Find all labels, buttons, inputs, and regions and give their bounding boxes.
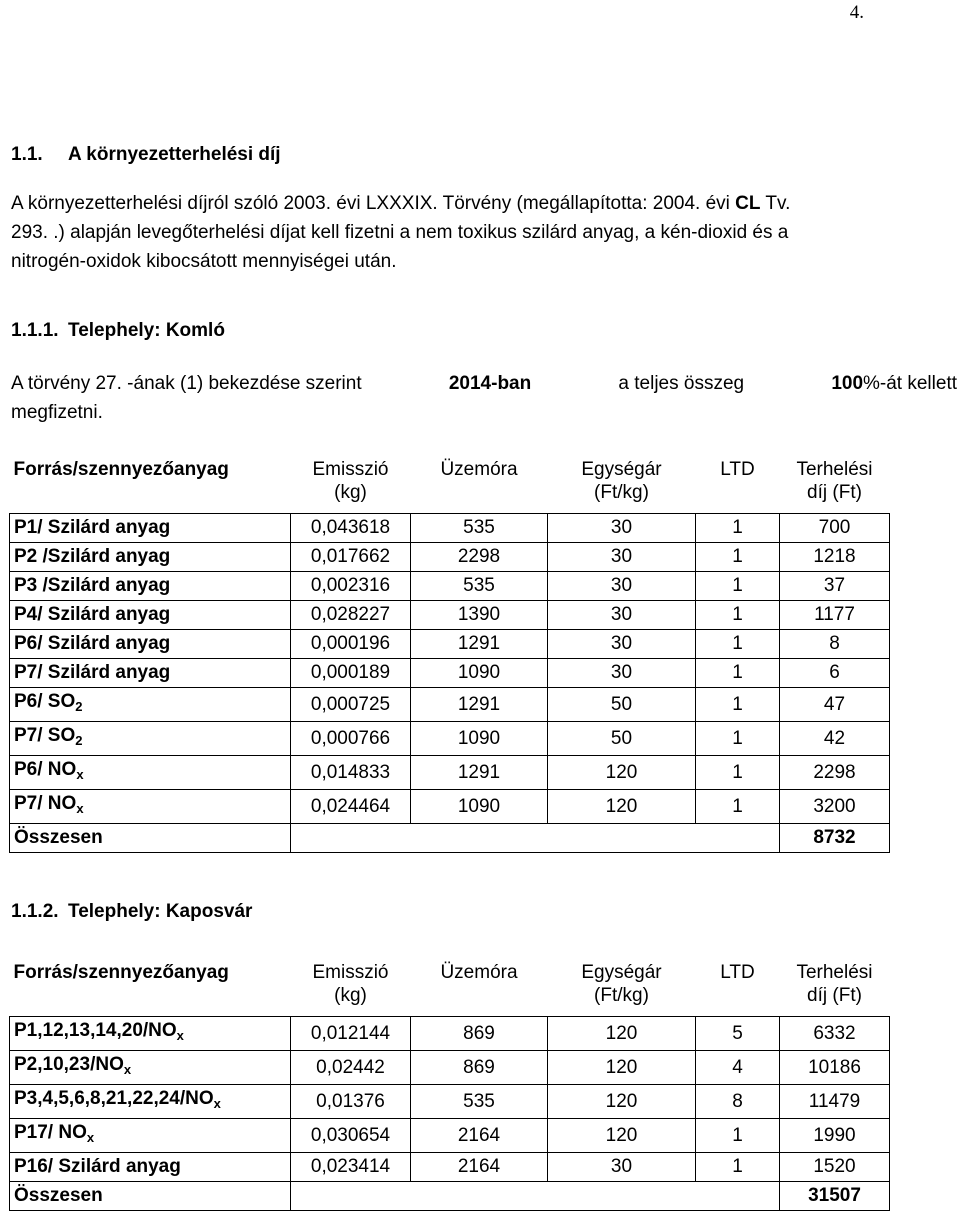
cell-hours: 1291 xyxy=(411,630,548,659)
cell-emission: 0,02442 xyxy=(291,1051,411,1085)
header-fee: Terhelési díj (Ft) xyxy=(796,962,873,1006)
total-value: 8732 xyxy=(780,824,890,853)
table-header-row xyxy=(10,955,890,1017)
cell-fee: 3200 xyxy=(780,790,890,824)
table-row xyxy=(10,756,890,790)
komlo-fee-table xyxy=(9,452,890,853)
cell-emission: 0,000196 xyxy=(291,630,411,659)
cell-emission: 0,014833 xyxy=(291,756,411,790)
total-label: Összesen xyxy=(10,824,291,853)
cell-ltd: 1 xyxy=(696,543,780,572)
intro-line-1-text: A környezetterhelési díjról szóló 2003. évi LXXXIX. Törvény (megállapította: 2004. évi xyxy=(11,193,736,214)
header-ltd: LTD xyxy=(720,962,755,983)
cell-source: P4/ Szilárd anyag xyxy=(10,601,291,630)
page-number: 4. xyxy=(849,2,864,23)
cell-emission: 0,043618 xyxy=(291,514,411,543)
kaposvar-number: 1.1.2. xyxy=(11,901,59,922)
cell-fee: 1990 xyxy=(780,1119,890,1153)
table-row xyxy=(10,1119,890,1153)
header-unit-price: Egységár (Ft/kg) xyxy=(581,962,662,1006)
table-row xyxy=(10,1085,890,1119)
header-unit-price: Egységár (Ft/kg) xyxy=(581,459,662,503)
cell-fee: 47 xyxy=(780,688,890,722)
table-header-row xyxy=(10,452,890,514)
table-row xyxy=(10,659,890,688)
komlo-title: Telephely: Komló xyxy=(68,320,225,341)
cell-hours: 2164 xyxy=(411,1119,548,1153)
cell-source: P17/ $NO_x$ xyxy=(10,1119,291,1153)
cell-source: P7/ $NO_x$ xyxy=(10,790,291,824)
cell-source: P7/ $SO_2$ xyxy=(10,722,291,756)
table-row xyxy=(10,601,890,630)
cell-unit-price: 50 xyxy=(548,688,696,722)
cell-fee: 6332 xyxy=(780,1017,890,1051)
total-row xyxy=(10,824,890,853)
cell-source: P16/ Szilárd anyag xyxy=(10,1153,291,1182)
cell-fee: 2298 xyxy=(780,756,890,790)
cell-fee: 700 xyxy=(780,514,890,543)
cell-hours: 535 xyxy=(411,1085,548,1119)
cell-emission: 0,012144 xyxy=(291,1017,411,1051)
table-row xyxy=(10,688,890,722)
cell-emission: 0,000189 xyxy=(291,659,411,688)
cell-ltd: 1 xyxy=(696,601,780,630)
cell-unit-price: 30 xyxy=(548,572,696,601)
section-number: 1.1. xyxy=(11,144,43,165)
cell-ltd: 1 xyxy=(696,688,780,722)
table-row xyxy=(10,543,890,572)
cell-unit-price: 30 xyxy=(548,543,696,572)
header-hours: Üzemóra xyxy=(440,962,518,983)
komlo-text-a: A törvény 27. -ának (1) bekezdése szerint xyxy=(11,373,362,394)
header-source: Forrás/szennyezőanyag xyxy=(13,459,229,480)
total-empty-cell xyxy=(291,1182,780,1211)
cell-source: P2 /Szilárd anyag xyxy=(10,543,291,572)
cell-emission: 0,017662 xyxy=(291,543,411,572)
cell-hours: 1291 xyxy=(411,688,548,722)
intro-line-1-end: Tv. xyxy=(760,193,791,214)
cell-emission: 0,002316 xyxy=(291,572,411,601)
cell-ltd: 4 xyxy=(696,1051,780,1085)
cell-ltd: 5 xyxy=(696,1017,780,1051)
cell-unit-price: 120 xyxy=(548,790,696,824)
intro-line-2: 293. .) alapján levegőterhelési díjat kell fizetni a nem toxikus szilárd anyag, a kén-dioxid és a xyxy=(11,222,789,243)
komlo-number: 1.1.1. xyxy=(11,320,59,341)
komlo-text-e: %-át kellett xyxy=(863,373,957,394)
total-empty-cell xyxy=(291,824,780,853)
cell-unit-price: 120 xyxy=(548,756,696,790)
header-emission: Emisszió (kg) xyxy=(312,459,389,503)
cell-emission: 0,023414 xyxy=(291,1153,411,1182)
table-row xyxy=(10,630,890,659)
cell-unit-price: 50 xyxy=(548,722,696,756)
kaposvar-fee-table xyxy=(9,955,890,1211)
cell-hours: 869 xyxy=(411,1051,548,1085)
cell-ltd: 1 xyxy=(696,630,780,659)
table-row xyxy=(10,722,890,756)
cell-ltd: 1 xyxy=(696,722,780,756)
cell-source: P1/ Szilárd anyag xyxy=(10,514,291,543)
cell-ltd: 1 xyxy=(696,1153,780,1182)
cell-unit-price: 30 xyxy=(548,659,696,688)
intro-line-1-bold: CL xyxy=(735,193,761,214)
table-row xyxy=(10,790,890,824)
cell-unit-price: 120 xyxy=(548,1085,696,1119)
table-row xyxy=(10,1153,890,1182)
cell-ltd: 8 xyxy=(696,1085,780,1119)
kaposvar-title: Telephely: Kaposvár xyxy=(68,901,253,922)
cell-fee: 10186 xyxy=(780,1051,890,1085)
cell-unit-price: 30 xyxy=(548,1153,696,1182)
komlo-paragraph xyxy=(11,369,959,427)
total-label: Összesen xyxy=(10,1182,291,1211)
table-row xyxy=(10,572,890,601)
total-value: 31507 xyxy=(780,1182,890,1211)
section-heading xyxy=(11,144,281,166)
cell-emission: 0,000766 xyxy=(291,722,411,756)
komlo-heading xyxy=(11,320,225,342)
cell-hours: 535 xyxy=(411,514,548,543)
cell-source: $P1,12,13,14,20/NO_x$ xyxy=(10,1017,291,1051)
header-fee: Terhelési díj (Ft) xyxy=(796,459,873,503)
cell-source: P6/ $SO_2$ xyxy=(10,688,291,722)
total-row xyxy=(10,1182,890,1211)
cell-emission: 0,024464 xyxy=(291,790,411,824)
cell-emission: 0,028227 xyxy=(291,601,411,630)
cell-hours: 1291 xyxy=(411,756,548,790)
cell-ltd: 1 xyxy=(696,790,780,824)
intro-line-1 xyxy=(11,189,959,218)
cell-ltd: 1 xyxy=(696,659,780,688)
cell-unit-price: 120 xyxy=(548,1119,696,1153)
cell-ltd: 1 xyxy=(696,514,780,543)
cell-unit-price: 120 xyxy=(548,1051,696,1085)
section-title: A környezetterhelési díj xyxy=(68,144,281,165)
table-row xyxy=(10,1017,890,1051)
header-emission: Emisszió (kg) xyxy=(312,962,389,1006)
cell-source: P3 /Szilárd anyag xyxy=(10,572,291,601)
cell-fee: 37 xyxy=(780,572,890,601)
cell-emission: 0,000725 xyxy=(291,688,411,722)
cell-hours: 2298 xyxy=(411,543,548,572)
cell-source: P6/ $NO_x$ xyxy=(10,756,291,790)
cell-hours: 1090 xyxy=(411,659,548,688)
komlo-percent: 100 xyxy=(831,373,864,394)
cell-hours: 1090 xyxy=(411,790,548,824)
komlo-year: 2014-ban xyxy=(448,373,532,394)
cell-emission: 0,01376 xyxy=(291,1085,411,1119)
cell-hours: 1090 xyxy=(411,722,548,756)
cell-fee: 1218 xyxy=(780,543,890,572)
cell-unit-price: 30 xyxy=(548,601,696,630)
header-ltd: LTD xyxy=(720,459,755,480)
cell-ltd: 1 xyxy=(696,1119,780,1153)
header-hours: Üzemóra xyxy=(440,459,518,480)
intro-paragraph xyxy=(11,189,959,276)
cell-emission: 0,030654 xyxy=(291,1119,411,1153)
cell-unit-price: 30 xyxy=(548,514,696,543)
header-source: Forrás/szennyezőanyag xyxy=(13,962,229,983)
cell-hours: 535 xyxy=(411,572,548,601)
cell-source: P6/ Szilárd anyag xyxy=(10,630,291,659)
cell-unit-price: 120 xyxy=(548,1017,696,1051)
komlo-text-c: a teljes összeg xyxy=(618,373,745,394)
table-row xyxy=(10,1051,890,1085)
cell-unit-price: 30 xyxy=(548,630,696,659)
cell-fee: 1520 xyxy=(780,1153,890,1182)
cell-hours: 869 xyxy=(411,1017,548,1051)
komlo-line-2: megfizetni. xyxy=(11,402,103,423)
cell-fee: 6 xyxy=(780,659,890,688)
kaposvar-heading xyxy=(11,901,252,923)
table-row xyxy=(10,514,890,543)
cell-source: $P2,10,23/NO_x$ xyxy=(10,1051,291,1085)
cell-fee: 11479 xyxy=(780,1085,890,1119)
cell-ltd: 1 xyxy=(696,756,780,790)
intro-line-3: nitrogén-oxidok kibocsátott mennyiségei után. xyxy=(11,251,397,272)
cell-source: $P3,4,5,6,8,21,22,24/NO_x$ xyxy=(10,1085,291,1119)
cell-fee: 42 xyxy=(780,722,890,756)
cell-fee: 8 xyxy=(780,630,890,659)
cell-source: P7/ Szilárd anyag xyxy=(10,659,291,688)
cell-hours: 1390 xyxy=(411,601,548,630)
cell-hours: 2164 xyxy=(411,1153,548,1182)
cell-ltd: 1 xyxy=(696,572,780,601)
komlo-line-1 xyxy=(11,369,957,398)
cell-fee: 1177 xyxy=(780,601,890,630)
